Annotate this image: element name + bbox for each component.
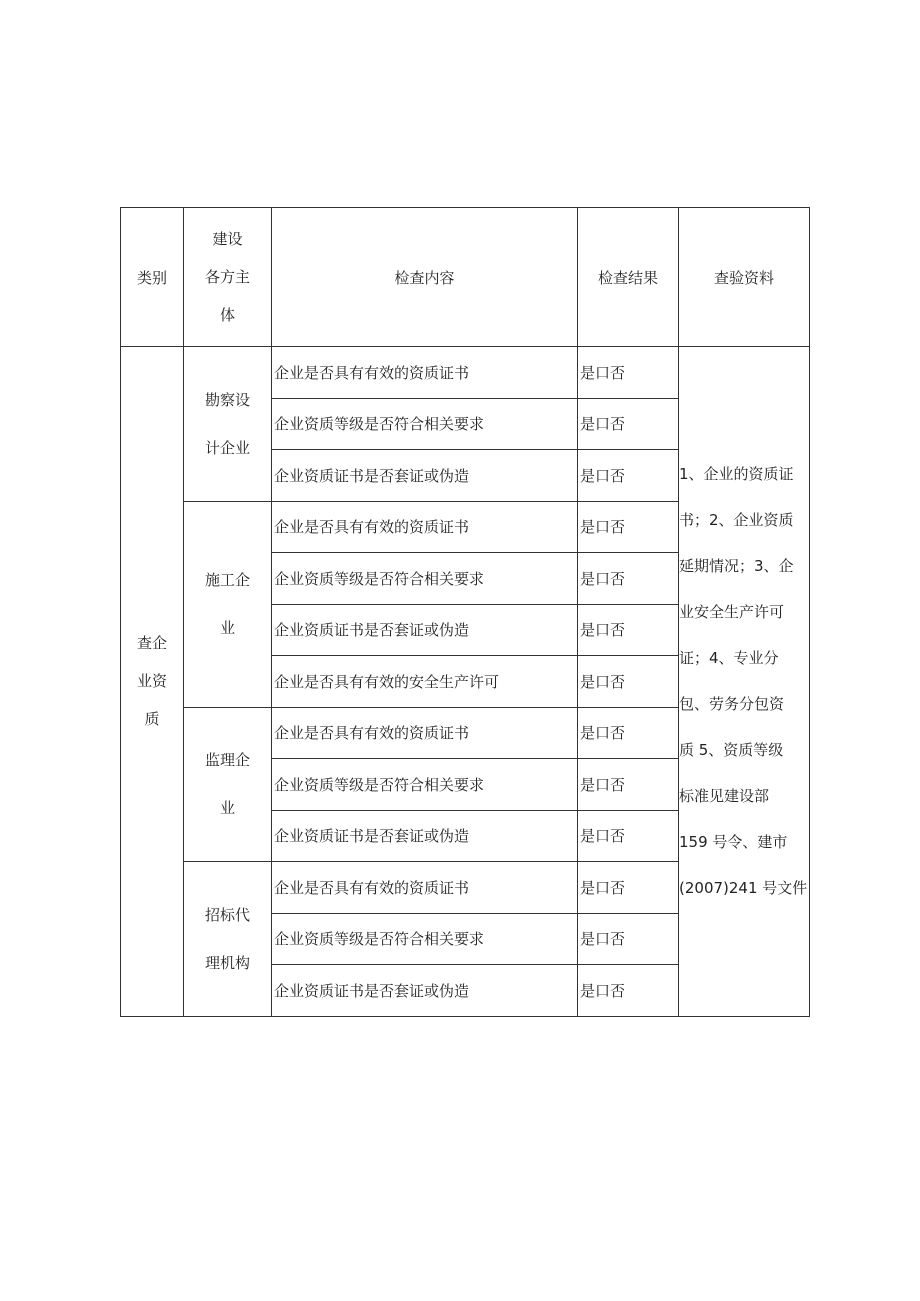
entity-line: 计企业 (204, 438, 250, 457)
header-materials (679, 208, 810, 347)
category-line: 质 (144, 710, 160, 729)
header-result (578, 208, 679, 347)
check-result-cell[interactable]: 是口否 (578, 553, 679, 605)
category-cell (121, 347, 184, 1017)
entity-cell (184, 347, 272, 502)
check-content-cell: 企业资质等级是否符合相关要求 (272, 913, 578, 965)
entity-line: 业 (219, 799, 235, 818)
header-materials-label: 查验资料 (713, 268, 774, 287)
check-result-cell[interactable]: 是口否 (578, 450, 679, 502)
entity-cell (184, 707, 272, 862)
materials-line: 业安全生产许可 (679, 603, 785, 622)
check-content-cell: 企业资质证书是否套证或伪造 (272, 810, 578, 862)
check-result-cell[interactable]: 是口否 (578, 656, 679, 708)
check-result-cell[interactable]: 是口否 (578, 913, 679, 965)
header-entity (184, 208, 272, 347)
entity-line: 施工企 (204, 571, 250, 589)
check-content-cell: 企业资质等级是否符合相关要求 (272, 759, 578, 811)
entity-line: 监理企 (204, 751, 250, 770)
header-entity-line: 各方主 (204, 268, 250, 286)
header-entity-line: 体 (219, 306, 235, 324)
check-result-cell[interactable]: 是口否 (578, 707, 679, 759)
entity-cell (184, 862, 272, 1017)
header-category-label: 类别 (136, 268, 167, 287)
check-content-cell: 企业是否具有有效的资质证书 (272, 862, 578, 914)
header-content-label: 检查内容 (394, 268, 455, 287)
header-category (121, 208, 184, 347)
table-row (121, 347, 810, 399)
materials-line: 标准见建设部 (679, 787, 770, 806)
check-content-cell: 企业资质证书是否套证或伪造 (272, 450, 578, 502)
check-result-cell[interactable]: 是口否 (578, 347, 679, 399)
check-result-cell[interactable]: 是口否 (578, 398, 679, 450)
entity-line: 勘察设 (204, 390, 250, 409)
entity-cell (184, 501, 272, 707)
check-result-cell[interactable]: 是口否 (578, 810, 679, 862)
materials-cell (679, 347, 810, 1017)
check-content-cell: 企业是否具有有效的资质证书 (272, 347, 578, 399)
check-result-cell[interactable]: 是口否 (578, 501, 679, 553)
check-content-cell: 企业是否具有有效的资质证书 (272, 707, 578, 759)
materials-line: (2007)241 号文件 (679, 879, 808, 898)
inspection-table (120, 207, 810, 1017)
materials-line: 证；4、专业分 (679, 649, 779, 668)
header-result-label: 检查结果 (597, 268, 658, 287)
check-result-cell[interactable]: 是口否 (578, 604, 679, 656)
check-content-cell: 企业是否具有有效的资质证书 (272, 501, 578, 553)
header-row (121, 208, 810, 347)
check-result-cell[interactable]: 是口否 (578, 759, 679, 811)
header-content (272, 208, 578, 347)
category-line: 查企 (136, 634, 167, 653)
materials-line: 包、劳务分包资 (679, 695, 785, 714)
check-result-cell[interactable]: 是口否 (578, 862, 679, 914)
materials-line: 159 号令、建市 (679, 833, 788, 852)
materials-line: 质 5、资质等级 (679, 741, 784, 760)
entity-line: 理机构 (204, 953, 250, 972)
category-line: 业资 (136, 672, 167, 691)
entity-line: 招标代 (204, 905, 250, 924)
check-content-cell: 企业是否具有有效的安全生产许可 (272, 656, 578, 708)
materials-line: 延期情况；3、企 (679, 557, 794, 576)
header-entity-line: 建设 (212, 230, 243, 248)
materials-line: 书；2、企业资质 (679, 511, 794, 530)
check-result-cell[interactable]: 是口否 (578, 965, 679, 1017)
entity-line: 业 (219, 619, 235, 637)
check-content-cell: 企业资质证书是否套证或伪造 (272, 604, 578, 656)
check-content-cell: 企业资质等级是否符合相关要求 (272, 553, 578, 605)
materials-line: 1、企业的资质证 (679, 465, 794, 484)
check-content-cell: 企业资质证书是否套证或伪造 (272, 965, 578, 1017)
check-content-cell: 企业资质等级是否符合相关要求 (272, 398, 578, 450)
